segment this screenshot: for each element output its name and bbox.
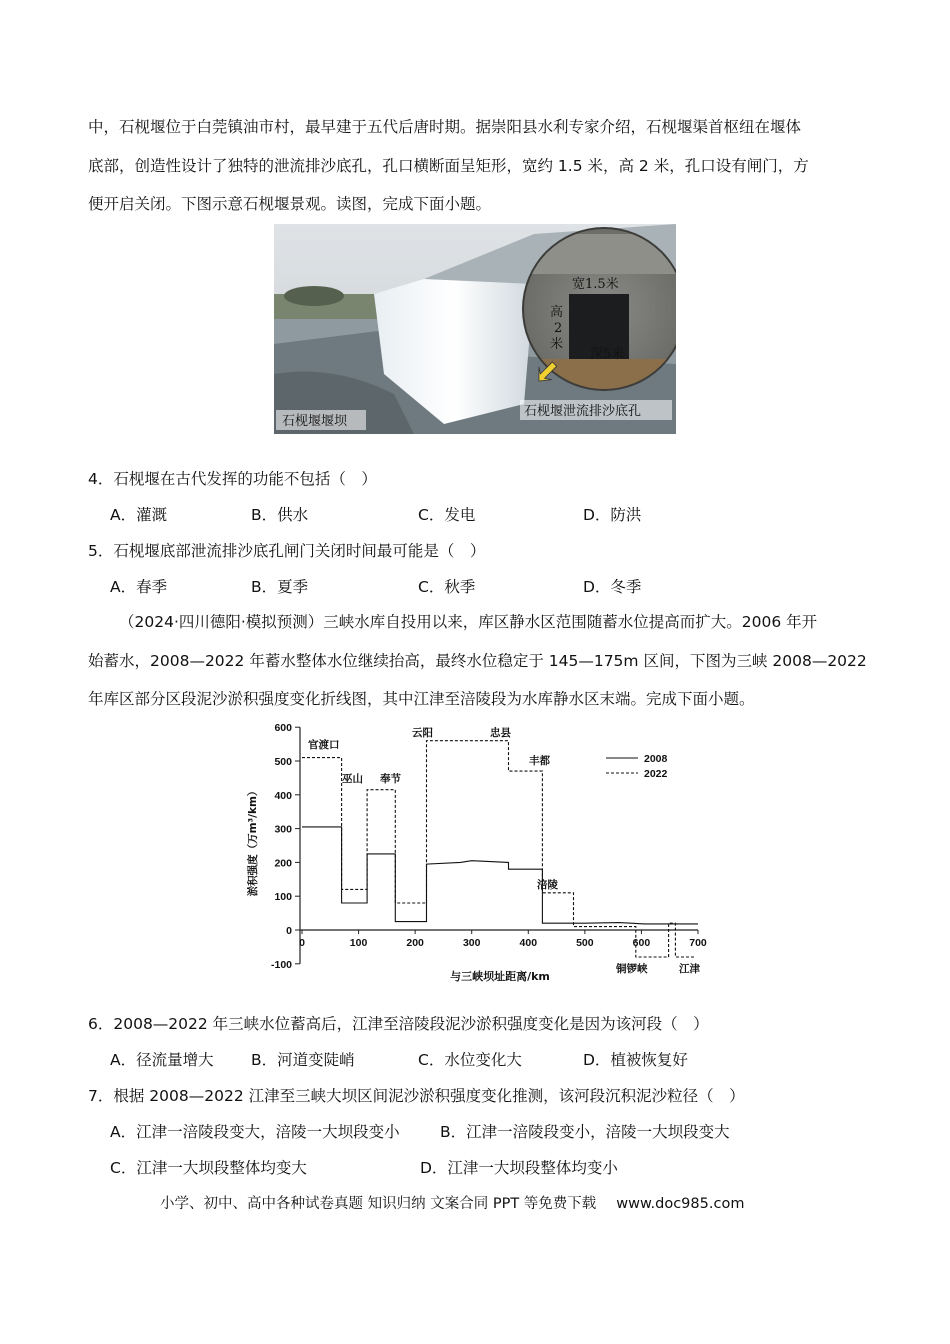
segment-label: 铜锣峡 bbox=[616, 963, 648, 975]
sediment-chart bbox=[246, 716, 716, 986]
y-tick-label: -100 bbox=[270, 958, 292, 971]
x-tick-label: 0 bbox=[299, 937, 305, 949]
passage-2 bbox=[88, 603, 867, 719]
option-a[interactable]: A．灌溉 bbox=[110, 506, 168, 524]
x-tick-label: 300 bbox=[462, 937, 481, 949]
x-tick-label: 400 bbox=[519, 937, 538, 949]
y-tick-label: 0 bbox=[286, 925, 292, 937]
footer-site-link[interactable]: www.doc985.com bbox=[616, 1196, 745, 1212]
y-tick-label: 500 bbox=[274, 756, 292, 768]
y-tick-label: 400 bbox=[274, 789, 292, 802]
option-d[interactable]: D．冬季 bbox=[583, 578, 642, 596]
photo-height-label-3: 米 bbox=[550, 337, 564, 352]
photo-label-right: 石枧堰泄流排沙底孔 bbox=[524, 404, 642, 419]
passage-line: 年库区部分区段泥沙淤积强度变化折线图，其中江津至涪陵段为水库静水区末端。完成下面小题。 bbox=[88, 690, 755, 708]
y-tick-label: 600 bbox=[274, 722, 292, 735]
legend-label: 2022 bbox=[644, 768, 668, 780]
segment-label: 巫山 bbox=[342, 773, 363, 785]
intro-line: 底部，创造性设计了独特的泄流排沙底孔，孔口横断面呈矩形，宽约 1.5 米，高 2 米，孔口设有闸门，方 bbox=[88, 156, 809, 175]
x-tick-label: 100 bbox=[349, 937, 368, 949]
intro-paragraph bbox=[88, 108, 863, 224]
option-a[interactable]: A．江津一涪陵段变大，涪陵一大坝段变小 bbox=[110, 1123, 400, 1141]
option-b[interactable]: B．江津一涪陵段变小，涪陵一大坝段变大 bbox=[440, 1123, 730, 1141]
photo-width-label: 宽1.5米 bbox=[572, 277, 619, 292]
option-d[interactable]: D．植被恢复好 bbox=[583, 1051, 688, 1069]
option-d[interactable]: D．防洪 bbox=[583, 506, 642, 524]
x-tick-label: 200 bbox=[406, 937, 424, 949]
option-b[interactable]: B．夏季 bbox=[251, 578, 309, 596]
question-5-stem: 5．石枧堰底部泄流排沙底孔闸门关闭时间最可能是（ ） bbox=[88, 542, 486, 560]
question-7-stem: 7．根据 2008—2022 江津至三峡大坝区间泥沙淤积强度变化推测，该河段沉积泥沙粒径（ ） bbox=[88, 1087, 745, 1105]
legend-label: 2008 bbox=[644, 753, 668, 765]
segment-label: 江津 bbox=[679, 963, 700, 975]
passage-line: 始蓄水，2008—2022 年蓄水整体水位继续抬高，最终水位稳定于 145—175m 区间，下图为三峡 2008—2022 bbox=[88, 651, 867, 670]
passage-line: （2024·四川德阳·模拟预测）三峡水库自投用以来，库区静水区范围随蓄水位提高而扩大。2006 年开 bbox=[119, 613, 818, 631]
question-6-stem: 6．2008—2022 年三峡水位蓄高后，江津至涪陵段泥沙淤积强度变化是因为该河段（ ） bbox=[88, 1015, 709, 1033]
footer-text: 小学、初中、高中各种试卷真题 知识归纳 文案合同 PPT 等免费下载 bbox=[160, 1196, 597, 1212]
option-c[interactable]: C．发电 bbox=[418, 506, 476, 524]
y-axis-title: 淤积强度（万m³/km） bbox=[247, 785, 259, 897]
series-line-2008 bbox=[302, 827, 698, 924]
x-tick-label: 500 bbox=[576, 937, 594, 949]
segment-label: 忠县 bbox=[490, 727, 511, 739]
segment-label: 涪陵 bbox=[537, 879, 558, 891]
y-tick-label: 100 bbox=[274, 891, 292, 904]
question-4-stem: 4．石枧堰在古代发挥的功能不包括（ ） bbox=[88, 470, 377, 488]
intro-line: 便开启关闭。下图示意石枧堰景观。读图，完成下面小题。 bbox=[88, 195, 492, 213]
photo-depth-label: 深5米 bbox=[590, 347, 625, 362]
option-d[interactable]: D．江津一大坝段整体均变小 bbox=[420, 1159, 618, 1177]
photo-height-label-1: 高 bbox=[550, 305, 564, 320]
x-tick-label: 600 bbox=[632, 937, 651, 949]
weir-photo bbox=[274, 224, 676, 434]
photo-label-left: 石枧堰堰坝 bbox=[282, 414, 348, 429]
option-a[interactable]: A．径流量增大 bbox=[110, 1051, 214, 1069]
option-c[interactable]: C．江津一大坝段整体均变大 bbox=[110, 1159, 307, 1177]
option-a[interactable]: A．春季 bbox=[110, 578, 168, 596]
intro-line: 中，石枧堰位于白莞镇油市村，最早建于五代后唐时期。据崇阳县水利专家介绍，石枧堰渠首枢纽在堰体 bbox=[88, 118, 802, 136]
page-footer bbox=[160, 1192, 744, 1213]
segment-label: 云阳 bbox=[412, 727, 433, 739]
option-c[interactable]: C．秋季 bbox=[418, 578, 476, 596]
chart-axes bbox=[246, 722, 707, 983]
x-axis-title: 与三峡坝址距离/km bbox=[450, 970, 550, 983]
segment-label: 奉节 bbox=[380, 773, 401, 785]
y-tick-label: 300 bbox=[274, 823, 292, 836]
option-c[interactable]: C．水位变化大 bbox=[418, 1051, 522, 1069]
option-b[interactable]: B．供水 bbox=[251, 506, 309, 524]
y-tick-label: 200 bbox=[274, 857, 292, 870]
segment-label: 丰都 bbox=[529, 755, 550, 767]
option-b[interactable]: B．河道变陡峭 bbox=[251, 1051, 355, 1069]
x-tick-label: 700 bbox=[689, 937, 707, 949]
segment-label: 官渡口 bbox=[308, 739, 340, 751]
photo-height-label-2: 2 bbox=[554, 321, 563, 336]
